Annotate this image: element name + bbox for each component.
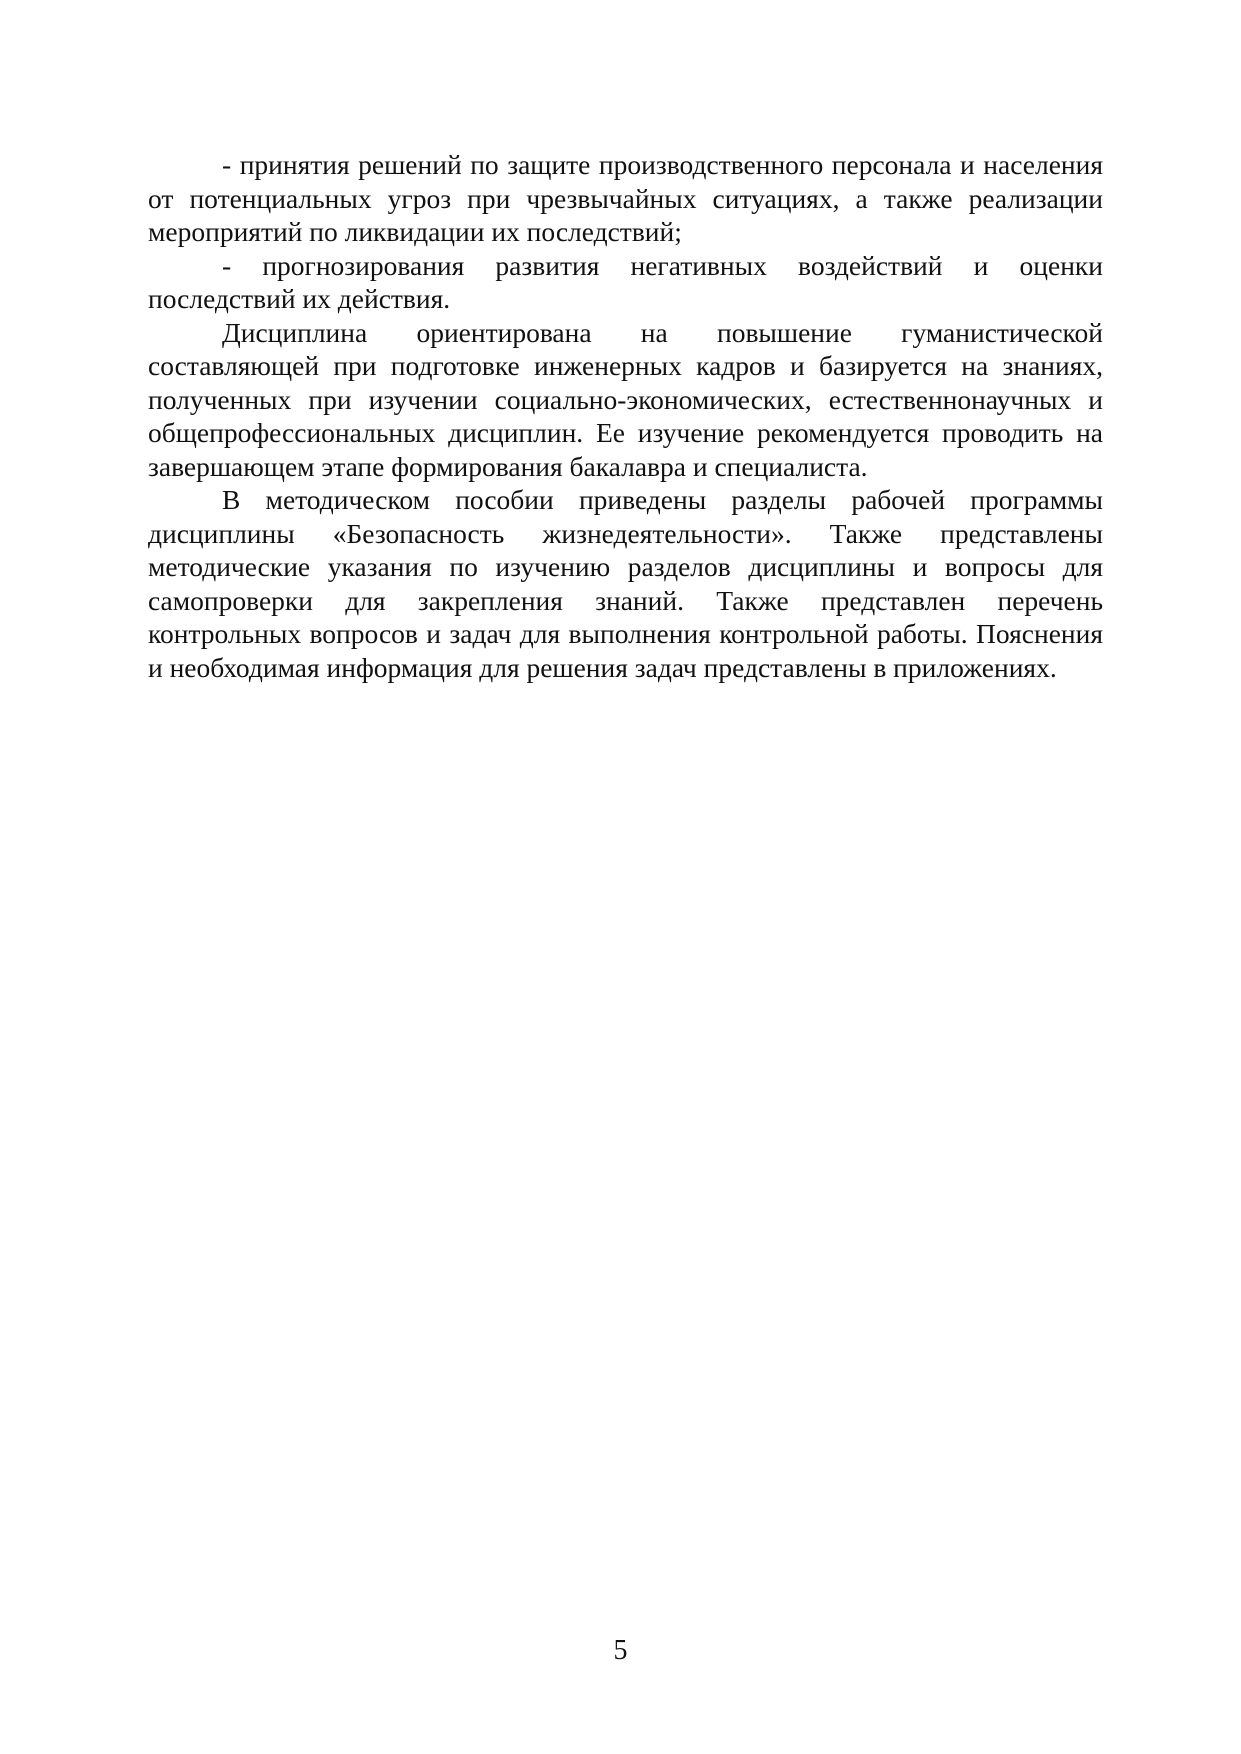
bullet-paragraph-decisions: - принятия решений по защите производственного персонала и населения от потенциальных угроз при чрезвычайных ситуациях, а также реализации мероприятий по ликвидации их последствий; — [148, 149, 1103, 247]
bullet-paragraph-forecasting: - прогнозирования развития негативных воздействий и оценки последствий их действия. — [148, 249, 1103, 314]
document-body — [148, 148, 1103, 684]
page-number: 5 — [613, 1635, 628, 1666]
paragraph-discipline-orientation: Дисциплина ориентирована на повышение гуманистической составляющей при подготовке инженерных кадров и базируется на знаниях, полученных при изучении социально-экономических, естественнонаучных и общепрофессиональных дисциплин. Ее изучение рекомендуется проводить на завершающем этапе формирования бакалавра и специалиста. — [148, 316, 1103, 482]
paragraph-manual-contents: В методическом пособии приведены разделы рабочей программы дисциплины «Безопасность жизнедеятельности». Также представлены методические указания по изучению разделов дисциплины и вопросы для самопроверки для закрепления знаний. Также представлен перечень контрольных вопросов и задач для выполнения контрольной работы. Пояснения и необходимая информация для решения задач представлены в приложениях. — [148, 484, 1103, 683]
